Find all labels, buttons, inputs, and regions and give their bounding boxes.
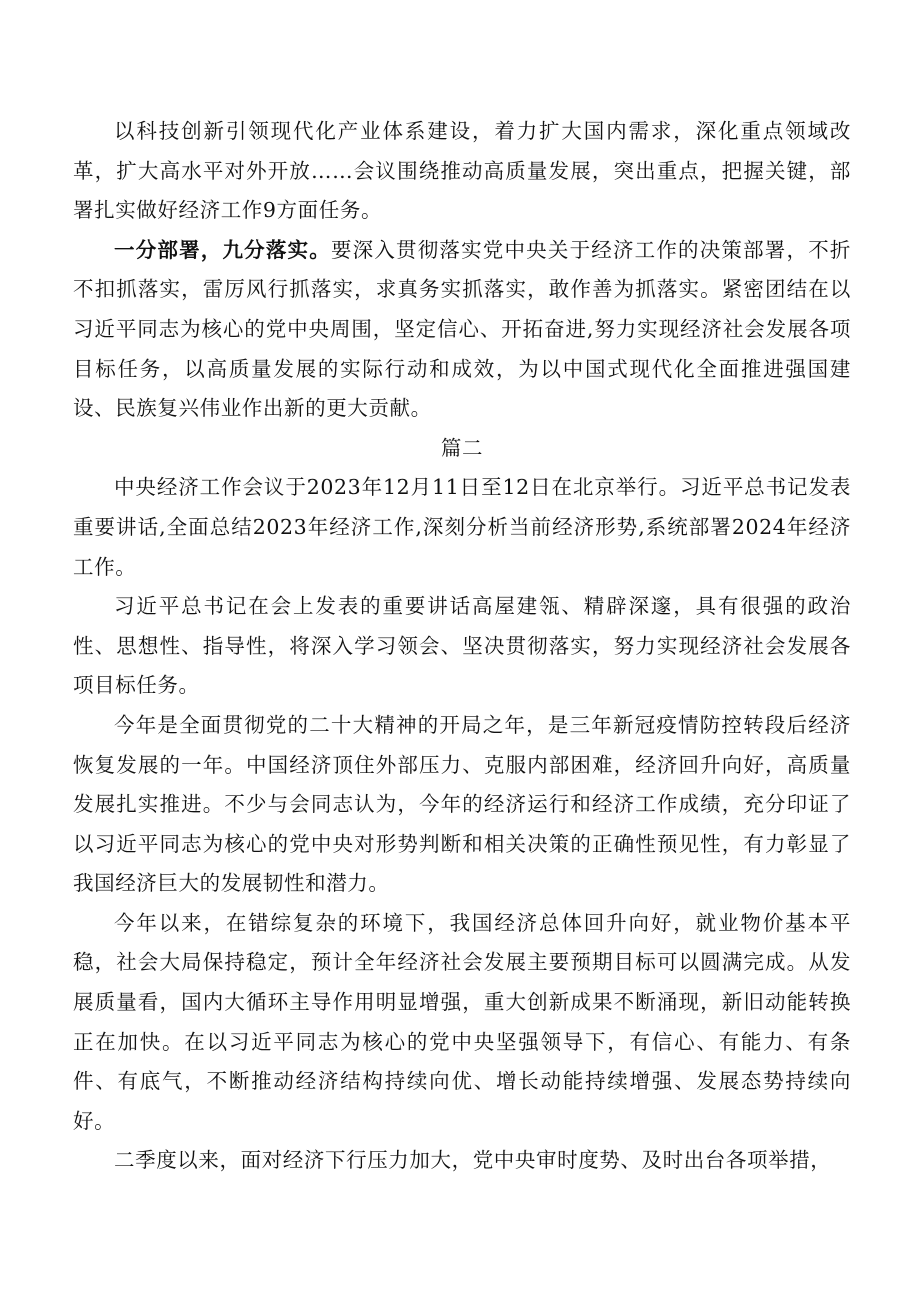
paragraph-6: 今年以来，在错综复杂的环境下，我国经济总体回升向好，就业物价基本平稳，社会大局保持稳定，预计全年经济社会发展主要预期目标可以圆满完成。从发展质量看，国内大循环主导作用明显增强，重大创新成果不断涌现，新旧动能转换正在加快。在以习近平同志为核心的党中央坚强领导下，有信心、有能力、有条件、有底气，不断推动经济结构持续向优、增长动能持续增强、发展态势持续向好。 — [73, 910, 851, 1133]
document-body — [73, 112, 851, 1181]
paragraph-1 — [73, 112, 851, 231]
paragraph-3: 中央经济工作会议于2023年12月11日至12日在北京举行。习近平总书记发表重要讲话,全面总结2023年经济工作,深刻分析当前经济形势,系统部署2024年经济工作。 — [73, 475, 851, 579]
paragraph-1-text: 以科技创新引领现代化产业体系建设，着力扩大国内需求，深化重点领域改革，扩大高水平对外开放……会议围绕推动高质量发展，突出重点，把握关键，部署扎实做好经济工作9方面任务。 — [73, 119, 851, 223]
section-heading: 篇二 — [440, 435, 484, 460]
paragraph-2 — [73, 231, 851, 429]
paragraph-5: 今年是全面贯彻党的二十大精神的开局之年，是三年新冠疫情防控转段后经济恢复发展的一年。中国经济顶住外部压力、克服内部困难，经济回升向好，高质量发展扎实推进。不少与会同志认为，今年的经济运行和经济工作成绩，充分印证了以习近平同志为核心的党中央对形势判断和相关决策的正确性预见性，有力彰显了我国经济巨大的发展韧性和潜力。 — [73, 712, 851, 896]
paragraph-2-lead: 一分部署，九分落实。 — [114, 237, 331, 262]
paragraph-4: 习近平总书记在会上发表的重要讲话高屋建瓴、精辟深邃，具有很强的政治性、思想性、指导性，将深入学习领会、坚决贯彻落实，努力实现经济社会发展各项目标任务。 — [73, 594, 851, 698]
paragraph-7: 二季度以来，面对经济下行压力加大，党中央审时度势、及时出台各项举措， — [114, 1148, 832, 1173]
paragraph-2-text: 要深入贯彻落实党中央关于经济工作的决策部署，不折不扣抓落实，雷厉风行抓落实，求真务实抓落实，敢作善为抓落实。紧密团结在以习近平同志为核心的党中央周围，坚定信心、开拓奋进,努力实现经济社会发展各项目标任务，以高质量发展的实际行动和成效，为以中国式现代化全面推进强国建设、民族复兴伟业作出新的更大贡献。 — [73, 237, 851, 421]
